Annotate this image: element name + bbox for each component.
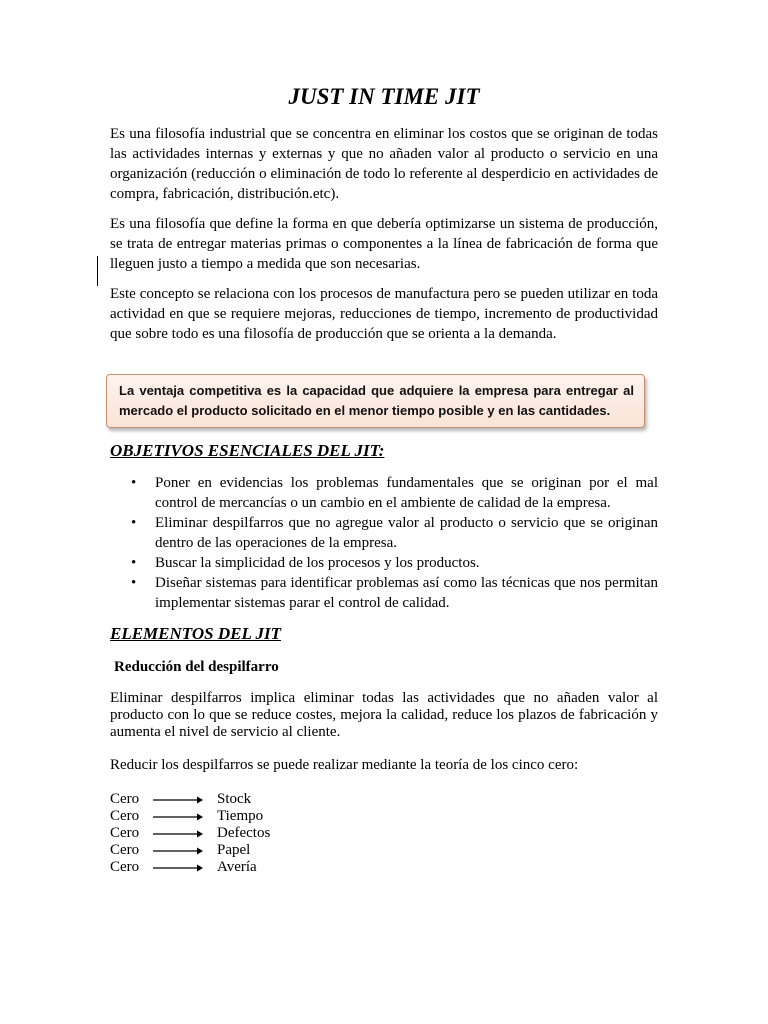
elementos-subheading: Reducción del despilfarro (114, 659, 279, 675)
bullet-icon: • (131, 575, 137, 591)
list-item-text: Buscar la simplicidad de los procesos y los productos. (155, 555, 480, 571)
callout-text: La ventaja competitiva es la capacidad que adquiere la empresa para entregar al mercado el producto solicitado en el menor tiempo posible y en las cantidades. (119, 383, 634, 418)
document-title: JUST IN TIME JIT (288, 84, 480, 109)
cero-row (110, 808, 410, 825)
list-item-text: Eliminar despilfarros que no agregue valor al producto o servicio que se originan dentro de las operaciones de la empresa. (155, 515, 658, 551)
cero-label: Cero (110, 842, 140, 858)
cero-value: Avería (217, 859, 257, 875)
cero-value: Tiempo (217, 808, 264, 824)
cero-row (110, 791, 410, 808)
bullet-icon: • (131, 555, 137, 571)
objetivos-list (110, 473, 658, 613)
intro-paragraph-1: Es una filosofía industrial que se concentra en eliminar los costos que se originan de todas las actividades internas y externas y que no añaden valor al producto o servicio en una organización (reducción o eliminación de todo lo referente al desperdicio en actividades de compra, fabricación, distribución.etc). (110, 126, 658, 202)
list-item (110, 553, 658, 573)
arrow-right-icon (153, 859, 203, 881)
cero-value: Stock (217, 791, 252, 807)
cero-label: Cero (110, 825, 140, 841)
cero-label: Cero (110, 791, 140, 807)
intro-paragraph-3: Este concepto se relaciona con los procesos de manufactura pero se pueden utilizar en toda actividad en que se requiere mejoras, reducciones de tiempo, incremento de productividad que sobre todo es una filosofía de producción que se orienta a la demanda. (110, 286, 658, 342)
elementos-paragraph-2: Reducir los despilfarros se puede realizar mediante la teoría de los cinco cero: (110, 757, 579, 773)
callout-box (106, 374, 645, 428)
bullet-icon: • (131, 515, 137, 531)
list-item (110, 573, 658, 613)
list-item-text: Diseñar sistemas para identificar problemas así como las técnicas que nos permitan implementar sistemas parar el control de calidad. (155, 575, 658, 611)
cero-label: Cero (110, 859, 140, 875)
elementos-paragraph-1: Eliminar despilfarros implica eliminar todas las actividades que no añaden valor al producto con lo que se reduce costes, mejora la calidad, reduce los plazos de fabricación y aumenta el nivel de servicio al cliente. (110, 690, 658, 740)
cero-row (110, 842, 410, 859)
cero-row (110, 825, 410, 842)
objetivos-heading: OBJETIVOS ESENCIALES DEL JIT: (110, 441, 385, 460)
cero-row (110, 859, 410, 876)
list-item (110, 473, 658, 513)
intro-paragraph-2: Es una filosofía que define la forma en que debería optimizarse un sistema de producción, se trata de entregar materias primas o componentes a la línea de fabricación de forma que lleguen justo a tiempo a medida que son necesarias. (110, 216, 658, 272)
cero-value: Papel (217, 842, 251, 858)
list-item-text: Poner en evidencias los problemas fundamentales que se originan por el mal control de mercancías o un cambio en el ambiente de calidad de la empresa. (155, 475, 658, 511)
bullet-icon: • (131, 475, 137, 491)
cero-label: Cero (110, 808, 140, 824)
list-item (110, 513, 658, 553)
revision-mark (97, 256, 98, 286)
elementos-heading: ELEMENTOS DEL JIT (110, 624, 281, 643)
cero-value: Defectos (217, 825, 271, 841)
